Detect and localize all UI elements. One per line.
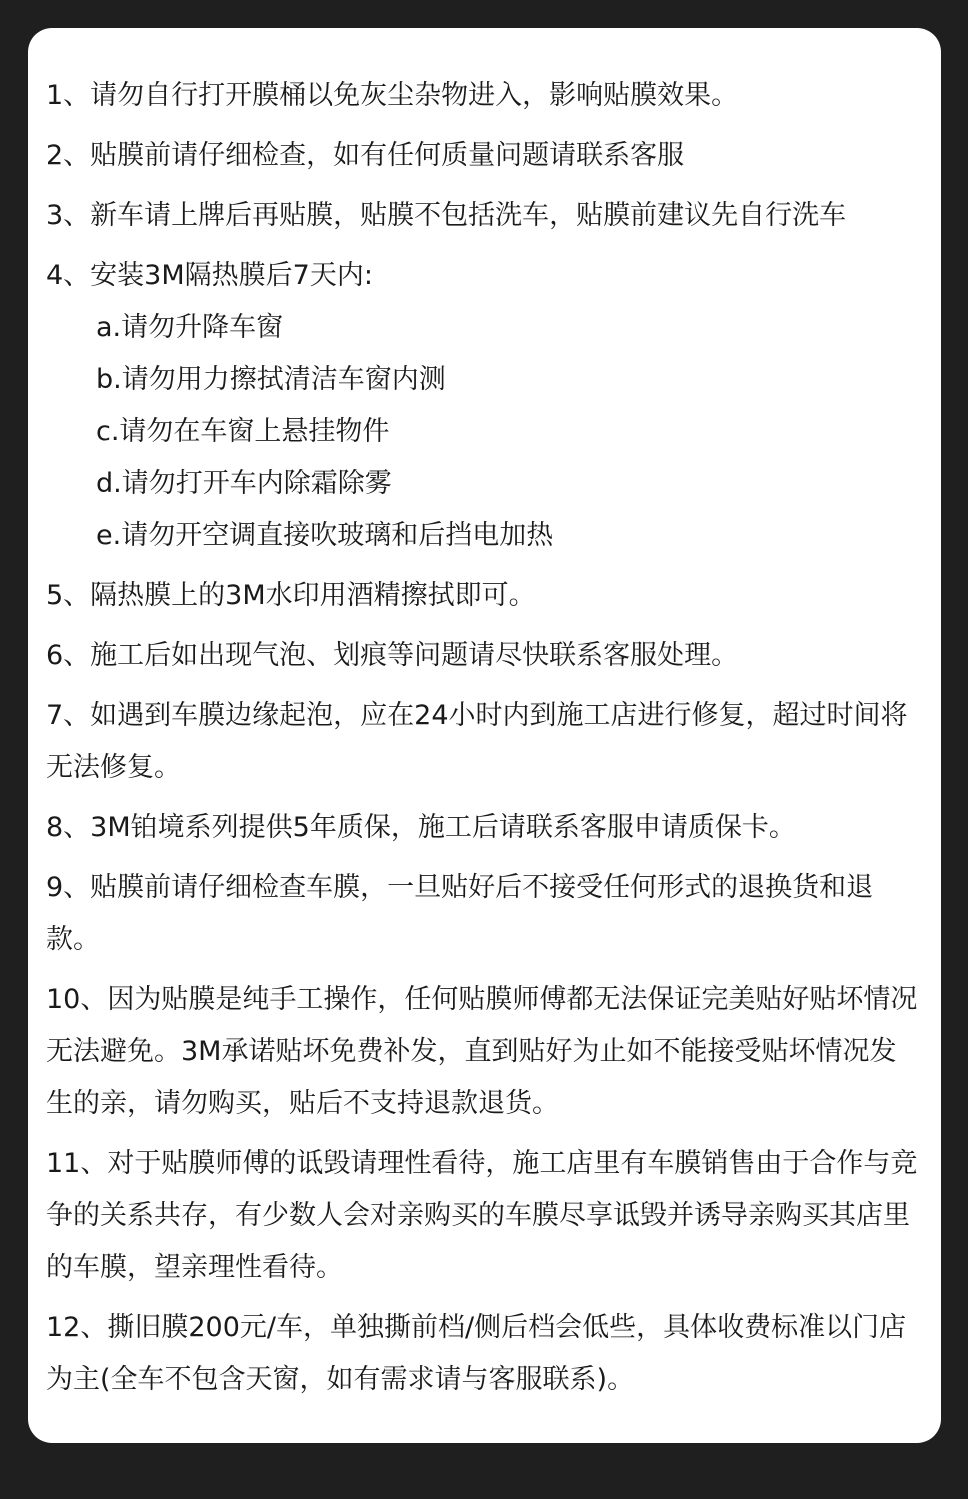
note-item-4-sub-c: c.请勿在车窗上悬挂物件 [96, 416, 390, 447]
note-item-10: 10、因为贴膜是纯手工操作，任何贴膜师傅都无法保证完美贴好贴坏情况无法避免。3M承诺贴坏免费补发，直到贴好为止如不能接受贴坏情况发生的亲，请勿购买，贴后不支持退款退货。 [46, 984, 918, 1119]
notice-card [28, 28, 941, 1443]
note-item-4: 4、安装3M隔热膜后7天内: [46, 260, 373, 291]
note-item-4-sub-a: a.请勿升降车窗 [96, 312, 284, 343]
note-item-4-sublist [46, 302, 923, 562]
note-item-9: 9、贴膜前请仔细检查车膜，一旦贴好后不接受任何形式的退换货和退款。 [46, 872, 874, 955]
note-item-4-sub-e: e.请勿开空调直接吹玻璃和后挡电加热 [96, 520, 554, 551]
note-item-12: 12、撕旧膜200元/车，单独撕前档/侧后档会低些，具体收费标准以门店为主(全车不包含天窗，如有需求请与客服联系)。 [46, 1312, 907, 1395]
note-item-4-sub-b: b.请勿用力擦拭清洁车窗内测 [96, 364, 446, 395]
note-item-5: 5、隔热膜上的3M水印用酒精擦拭即可。 [46, 580, 536, 611]
note-item-2: 2、贴膜前请仔细检查，如有任何质量问题请联系客服 [46, 140, 685, 171]
note-item-3: 3、新车请上牌后再贴膜，贴膜不包括洗车，贴膜前建议先自行洗车 [46, 200, 847, 231]
note-item-7: 7、如遇到车膜边缘起泡，应在24小时内到施工店进行修复，超过时间将无法修复。 [46, 700, 908, 783]
note-item-4-sub-d: d.请勿打开车内除霜除雾 [96, 468, 392, 499]
note-item-11: 11、对于贴膜师傅的诋毁请理性看待，施工店里有车膜销售由于合作与竞争的关系共存，有少数人会对亲购买的车膜尽享诋毁并诱导亲购买其店里的车膜，望亲理性看待。 [46, 1148, 918, 1283]
note-item-6: 6、施工后如出现气泡、划痕等问题请尽快联系客服处理。 [46, 640, 739, 671]
note-item-8: 8、3M铂境系列提供5年质保，施工后请联系客服申请质保卡。 [46, 812, 796, 843]
note-item-1: 1、请勿自行打开膜桶以免灰尘杂物进入，影响贴膜效果。 [46, 80, 739, 111]
